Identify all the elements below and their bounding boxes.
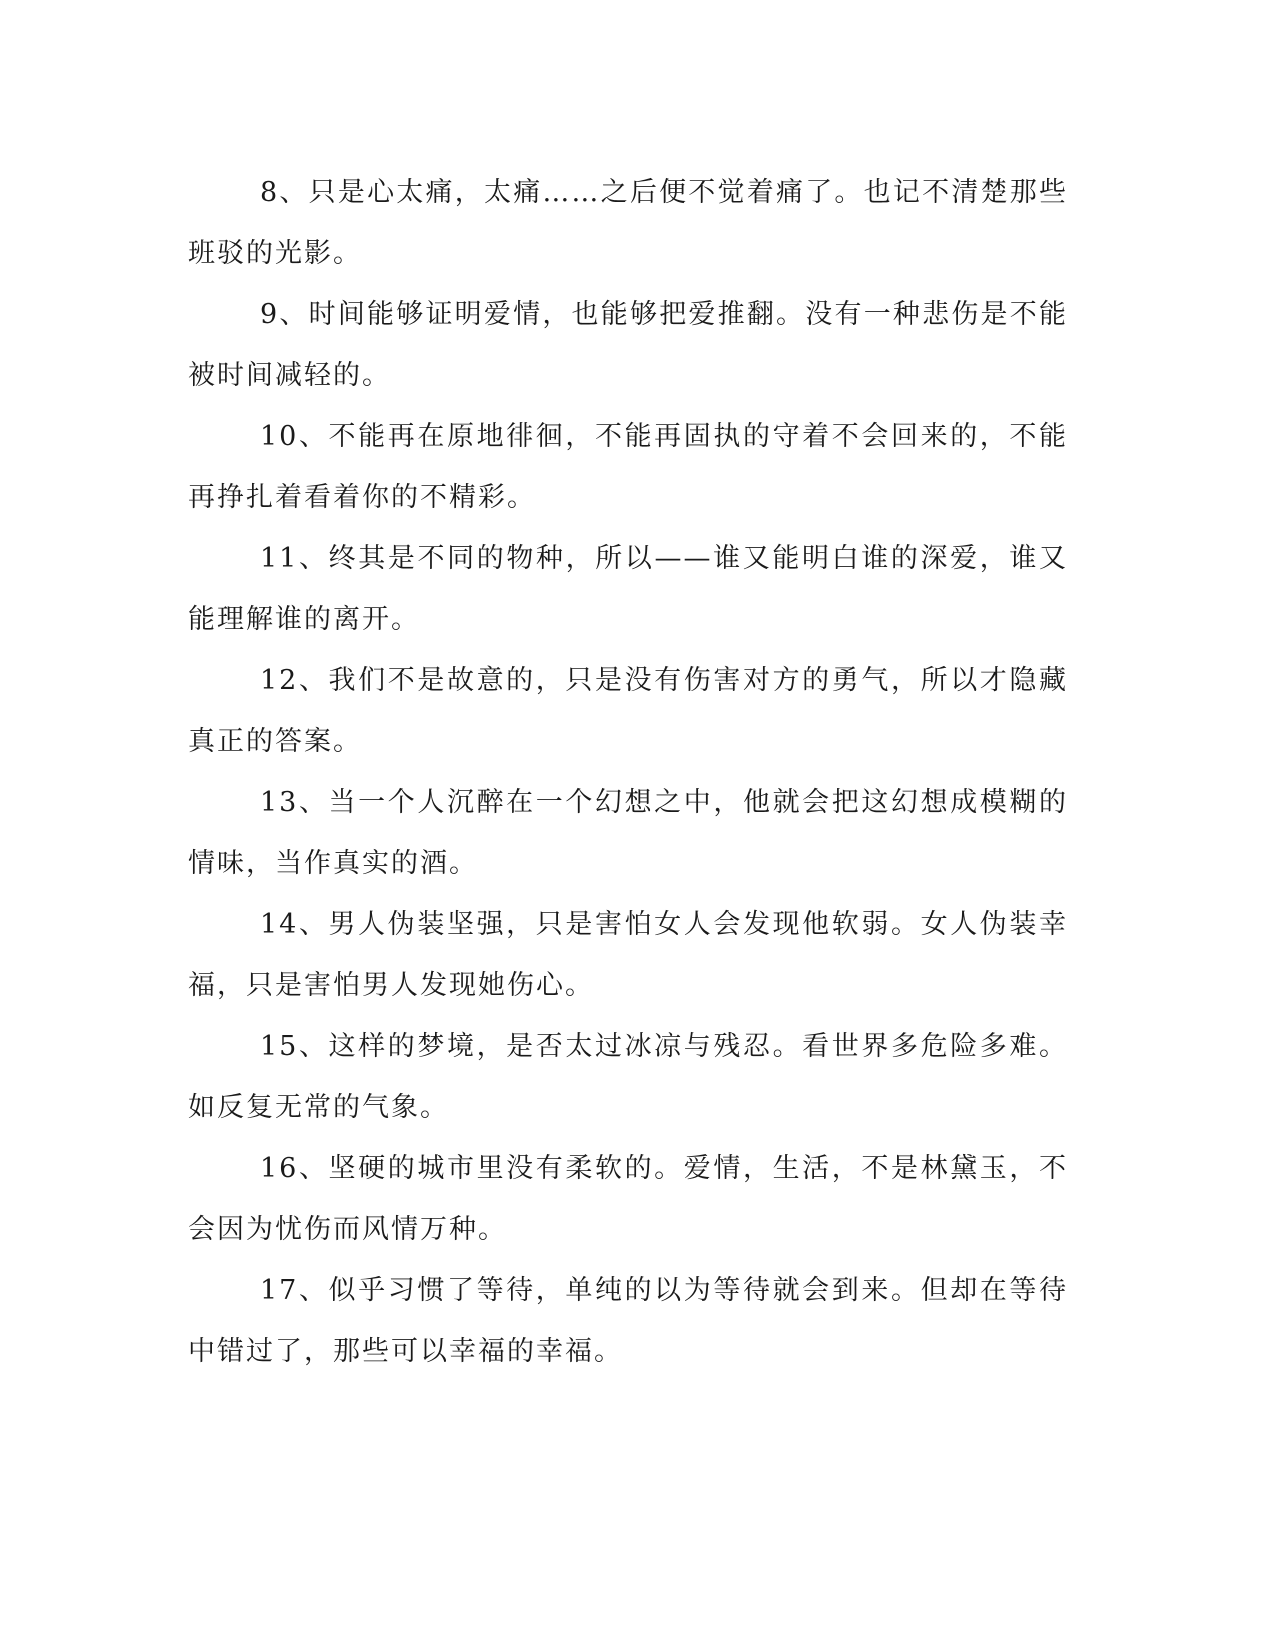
quote-paragraph-10: 10、不能再在原地徘徊，不能再固执的守着不会回来的，不能再挣扎着看着你的不精彩。: [188, 421, 1068, 513]
quote-paragraph-17: 17、似乎习惯了等待，单纯的以为等待就会到来。但却在等待中错过了，那些可以幸福的幸福。: [188, 1275, 1068, 1367]
quote-paragraph-13: 13、当一个人沉醉在一个幻想之中，他就会把这幻想成模糊的情味，当作真实的酒。: [188, 787, 1068, 879]
quote-paragraph-12: 12、我们不是故意的，只是没有伤害对方的勇气，所以才隐藏真正的答案。: [188, 665, 1068, 757]
quote-paragraph-9: 9、时间能够证明爱情，也能够把爱推翻。没有一种悲伤是不能被时间减轻的。: [188, 299, 1068, 391]
quote-paragraph-15: 15、这样的梦境，是否太过冰凉与残忍。看世界多危险多难。如反复无常的气象。: [188, 1031, 1068, 1123]
quote-paragraph-11: 11、终其是不同的物种，所以——谁又能明白谁的深爱，谁又能理解谁的离开。: [188, 543, 1068, 635]
document-body: [188, 162, 1068, 1382]
quote-paragraph-8: 8、只是心太痛，太痛……之后便不觉着痛了。也记不清楚那些班驳的光影。: [188, 177, 1068, 269]
quote-paragraph-14: 14、男人伪装坚强，只是害怕女人会发现他软弱。女人伪装幸福，只是害怕男人发现她伤心。: [188, 909, 1068, 1001]
quote-paragraph-16: 16、坚硬的城市里没有柔软的。爱情，生活，不是林黛玉，不会因为忧伤而风情万种。: [188, 1153, 1068, 1245]
